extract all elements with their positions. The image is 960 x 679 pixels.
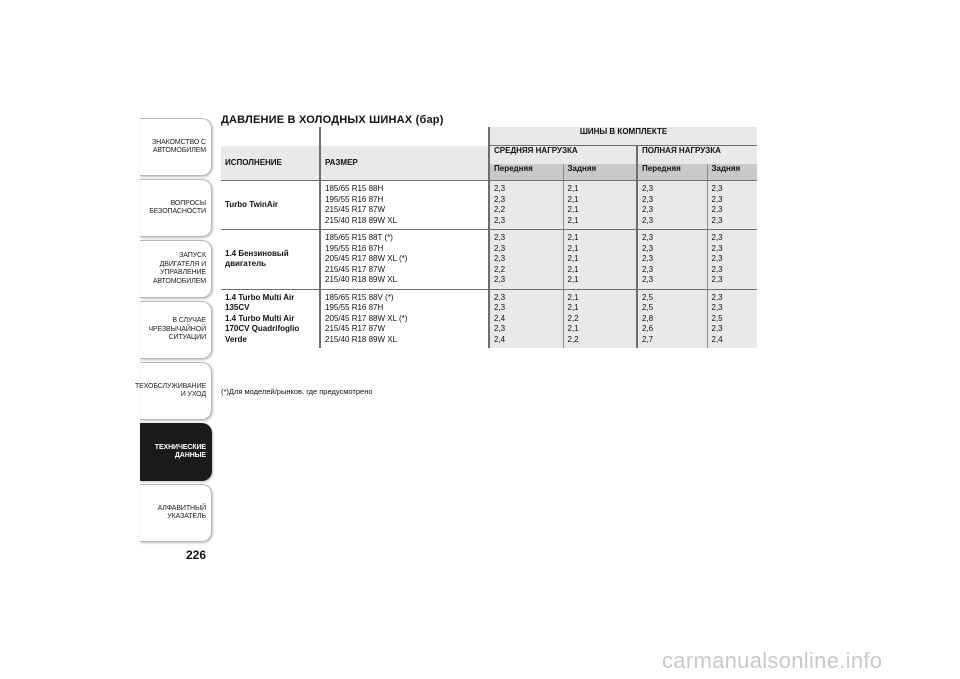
pressure-cell: 2,1 2,1 2,2 2,1 2,2 (563, 289, 637, 348)
tab-label: В СЛУЧАЕ ЧРЕЗВЫЧАЙНОЙ СИТУАЦИИ (148, 317, 206, 342)
group-header: ШИНЫ В КОМПЛЕКТЕ (489, 127, 757, 146)
tab-label: АЛФАВИТНЫЙ УКАЗАТЕЛЬ (157, 504, 206, 520)
column-header-front: Передняя (489, 164, 563, 181)
table-row (221, 230, 757, 290)
tab-label: ЗНАКОМСТВО С АВТОМОБИЛЕМ (151, 138, 206, 154)
header-blank-size (320, 127, 489, 146)
pressure-cell: 2,3 2,3 2,3 2,2 2,3 (489, 230, 563, 290)
size-cell: 185/65 R15 88V (*) 195/55 R16 87H 205/45 R17 88W XL (*) 215/45 R17 87W 215/40 R18 89W XL (320, 289, 489, 348)
pressure-cell: 2,3 2,3 2,2 2,3 (489, 181, 563, 230)
pressure-cell: 2,3 2,3 2,3 2,3 2,3 (637, 230, 707, 290)
tab-label: ВОПРОСЫ БЕЗОПАСНОСТИ (149, 199, 206, 215)
tab-maintenance[interactable] (134, 362, 212, 420)
page-title: ДАВЛЕНИЕ В ХОЛОДНЫХ ШИНАХ (бар) (221, 114, 444, 126)
tab-technical-data[interactable] (140, 423, 212, 481)
table-row (221, 181, 757, 230)
column-header-rear: Задняя (707, 164, 757, 181)
pressure-cell: 2,3 2,3 2,5 2,3 2,4 (707, 289, 757, 348)
column-header-version: ИСПОЛНЕНИЕ (221, 146, 320, 181)
tab-index[interactable] (140, 484, 212, 542)
column-header-medium-load: СРЕДНЯЯ НАГРУЗКА (489, 146, 637, 165)
pressure-cell: 2,3 2,3 2,3 2,3 (637, 181, 707, 230)
tab-safety[interactable] (140, 179, 212, 237)
pressure-cell: 2,3 2,3 2,3 2,3 (707, 181, 757, 230)
model-cell: 1.4 Бензиновый двигатель (221, 230, 320, 290)
pressure-cell: 2,1 2,1 2,1 2,1 2,1 (563, 230, 637, 290)
size-cell: 185/65 R15 88H 195/55 R16 87H 215/45 R17 87W 215/40 R18 89W XL (320, 181, 489, 230)
pressure-cell: 2,1 2,1 2,1 2,1 (563, 181, 637, 230)
column-header-size: РАЗМЕР (320, 146, 489, 181)
pressure-cell: 2,5 2,5 2,8 2,6 2,7 (637, 289, 707, 348)
pressure-cell: 2,3 2,3 2,3 2,3 2,3 (707, 230, 757, 290)
column-header-rear: Задняя (563, 164, 637, 181)
model-cell: Turbo TwinAir (221, 181, 320, 230)
tire-pressure-table (221, 127, 757, 348)
tab-label: ТЕХОБСЛУЖИВАНИЕ И УХОД (134, 382, 206, 398)
table-row (221, 289, 757, 348)
page-number: 226 (185, 548, 206, 562)
column-header-full-load: ПОЛНАЯ НАГРУЗКА (637, 146, 757, 165)
tab-label: ТЕХНИЧЕСКИЕ ДАННЫЕ (154, 443, 206, 459)
size-cell: 185/65 R15 88T (*) 195/55 R16 87H 205/45 R17 88W XL (*) 215/45 R17 87W 215/40 R18 89W XL (320, 230, 489, 290)
tab-label: ЗАПУСК ДВИГАТЕЛЯ И УПРАВЛЕНИЕ АВТОМОБИЛЕМ (152, 252, 206, 285)
footnote: (*)Для моделей/рынков, где предусмотрено (221, 387, 373, 396)
pressure-cell: 2,3 2,3 2,4 2,3 2,4 (489, 289, 563, 348)
model-cell: 1.4 Turbo Multi Air 135CV 1.4 Turbo Multi Air 170CV Quadrifoglio Verde (221, 289, 320, 348)
watermark: carmanualsonline.info (662, 648, 883, 673)
column-header-front: Передняя (637, 164, 707, 181)
tab-intro[interactable] (140, 118, 212, 176)
tab-driving[interactable] (140, 240, 212, 298)
header-blank (221, 127, 320, 146)
tab-emergency[interactable] (140, 301, 212, 359)
